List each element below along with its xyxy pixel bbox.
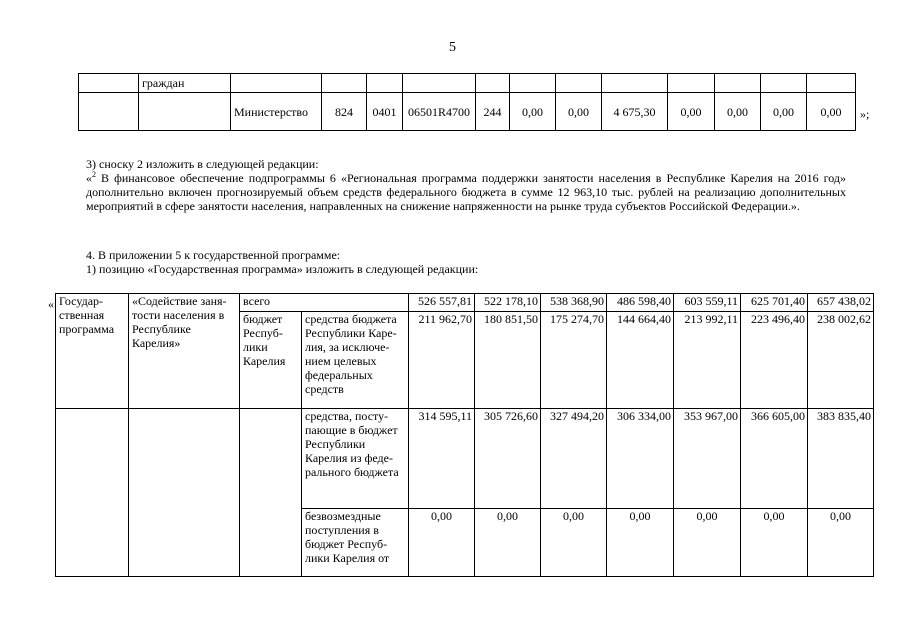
table-cell: 4 675,30 xyxy=(602,93,668,131)
table-cell: 0,00 xyxy=(668,93,715,131)
table-cell xyxy=(476,74,510,93)
table-cell: 538 368,90 xyxy=(541,294,607,312)
table-cell: 0,00 xyxy=(761,93,807,131)
table-cell: 0,00 xyxy=(409,509,475,577)
table-cell: 305 726,60 xyxy=(475,409,541,509)
table-cell xyxy=(322,74,367,93)
budget-label: бюджет Респуб-лики Карелия xyxy=(240,312,302,409)
table-cell: 0,00 xyxy=(556,93,602,131)
table-cell xyxy=(715,74,761,93)
paragraph-appendix: 4. В приложении 5 к государственной программе: xyxy=(86,248,341,262)
footnote-open-quote: « xyxy=(86,171,92,185)
table-cell: 824 xyxy=(322,93,367,131)
table-cell: 306 334,00 xyxy=(607,409,674,509)
row-label: безвозмездные поступления в бюджет Респуб-лики Карелия от xyxy=(302,509,409,577)
table-cell: 244 xyxy=(476,93,510,131)
table-row xyxy=(79,93,856,131)
table-cell: 625 701,40 xyxy=(741,294,808,312)
paragraph-position: 1) позицию «Государственная программа» изложить в следующей редакции: xyxy=(86,262,479,276)
table-cell: 522 178,10 xyxy=(475,294,541,312)
table-cell: 327 494,20 xyxy=(541,409,607,509)
table-cell xyxy=(668,74,715,93)
program-name: «Содействие заня-тости населения в Республике Карелия» xyxy=(129,294,240,409)
table-cell: 211 962,70 xyxy=(409,312,475,409)
table-cell: 366 605,00 xyxy=(741,409,808,509)
table-cell: 0,00 xyxy=(510,93,556,131)
table-cell: 0,00 xyxy=(741,509,808,577)
table-cell xyxy=(556,74,602,93)
table-cell: 314 595,11 xyxy=(409,409,475,509)
table-cell: Министерство xyxy=(231,93,322,131)
footnote-mark: 2 xyxy=(92,170,96,179)
paragraph-footnote-text xyxy=(86,171,846,213)
table-cell: граждан xyxy=(139,74,231,93)
table-cell: 06501R4700 xyxy=(403,93,476,131)
table-cell xyxy=(602,74,668,93)
table-cell xyxy=(139,93,231,131)
table-cell xyxy=(367,74,403,93)
table-cell xyxy=(56,409,129,577)
table-cell: 353 967,00 xyxy=(674,409,741,509)
table-cell xyxy=(231,74,322,93)
table-cell: 0,00 xyxy=(541,509,607,577)
paragraph-footnote-intro: 3) сноску 2 изложить в следующей редакции: xyxy=(86,157,319,171)
table-cell: 0,00 xyxy=(715,93,761,131)
table-cell: 238 002,62 xyxy=(808,312,874,409)
footnote-body: В финансовое обеспечение подпрограммы 6 «Региональная программа поддержки занятости населения в Республике Карелия на 2016 год» дополнительно включен прогнозируемый объем средств федерального бюджета в сумме 12 963,10 тыс. рублей на реализацию дополнительных мероприятий в сфере занятости населения, направленных на снижение напряженности на рынке труда субъектов Российской Федерации.». xyxy=(86,171,846,213)
table-cell xyxy=(79,74,139,93)
table-cell xyxy=(761,74,807,93)
page-number: 5 xyxy=(449,40,456,55)
table-cell: 175 274,70 xyxy=(541,312,607,409)
table-cell: 383 835,40 xyxy=(808,409,874,509)
table-cell: 526 557,81 xyxy=(409,294,475,312)
table-row xyxy=(79,74,856,93)
table-cell xyxy=(129,409,240,577)
table-cell: 0,00 xyxy=(607,509,674,577)
table-cell: 603 559,11 xyxy=(674,294,741,312)
table-cell: 0,00 xyxy=(475,509,541,577)
program-status: Государ-ственная программа xyxy=(56,294,129,409)
table-cell: 486 598,40 xyxy=(607,294,674,312)
closing-quote: »; xyxy=(860,107,870,121)
row-label: средства бюджета Республики Каре-лия, за исключе-нием целевых федеральных средств xyxy=(302,312,409,409)
table-cell: 144 664,40 xyxy=(607,312,674,409)
total-label: всего xyxy=(240,294,409,312)
budget-table-top xyxy=(78,73,856,131)
table-cell: 180 851,50 xyxy=(475,312,541,409)
table-cell: 0401 xyxy=(367,93,403,131)
table-cell xyxy=(807,74,856,93)
table-row xyxy=(56,409,874,509)
row-label: средства, посту-пающие в бюджет Республики Карелия из феде-рального бюджета xyxy=(302,409,409,509)
table-cell: 213 992,11 xyxy=(674,312,741,409)
table-cell xyxy=(240,409,302,577)
table-row xyxy=(56,294,874,312)
table-cell: 0,00 xyxy=(674,509,741,577)
table-cell: 657 438,02 xyxy=(808,294,874,312)
table-cell xyxy=(510,74,556,93)
table-cell: 0,00 xyxy=(808,509,874,577)
table-cell xyxy=(403,74,476,93)
table-cell xyxy=(79,93,139,131)
table-cell: 0,00 xyxy=(807,93,856,131)
open-quote: « xyxy=(48,297,54,311)
program-table xyxy=(55,293,874,577)
table-cell: 223 496,40 xyxy=(741,312,808,409)
